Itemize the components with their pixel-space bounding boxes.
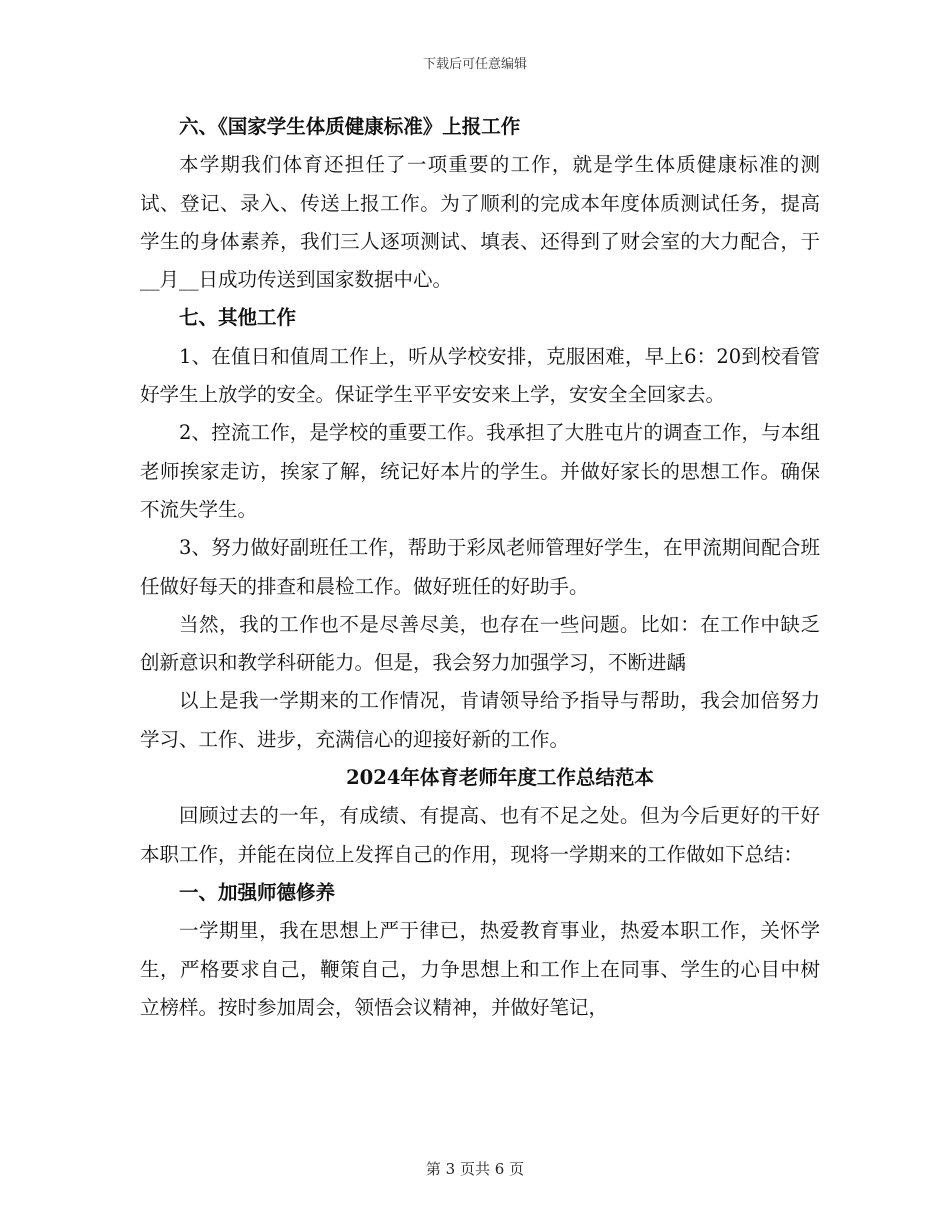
paragraph-review: 回顾过去的一年，有成绩、有提高、也有不足之处。但为今后更好的干好本职工作，并能在岗位上发挥自己的作用，现将一学期来的工作做如下总结： — [140, 804, 820, 866]
paragraph-dropout-control: 2、控流工作，是学校的重要工作。我承担了大胜屯片的调查工作，与本组老师挨家走访，挨家了解，统记好本片的学生。并做好家长的思想工作。确保不流失学生。 — [140, 421, 820, 521]
page-footer: 第 3 页共 6 页 — [425, 1160, 525, 1178]
paragraph-shortcomings: 当然，我的工作也不是尽善尽美，也存在一些问题。比如：在工作中缺乏创新意识和教学科研能力。但是，我会努力加强学习，不断进龋 — [140, 612, 820, 675]
section-heading-1: 一、加强师德修养 — [179, 880, 336, 904]
paragraph-closing: 以上是我一学期来的工作情况，肯请领导给予指导与帮助，我会加倍努力学习、工作、进步，充满信心的迎接好新的工作。 — [140, 689, 820, 751]
section-heading-7: 七、其他工作 — [179, 306, 297, 330]
document-title: 2024年体育老师年度工作总结范本 — [346, 766, 654, 790]
paragraph-fitness-standard: 本学期我们体育还担任了一项重要的工作，就是学生体质健康标准的测试、登记、录入、传送上报工作。为了顺利的完成本年度体质测试任务，提高学生的身体素养，我们三人逐项测试、填表、还得到了财会室的大力配合，于__月__日成功传送到国家数据中心。 — [140, 153, 820, 292]
section-heading-6: 六、《国家学生体质健康标准》上报工作 — [179, 115, 521, 138]
page-header: 下载后可任意编辑 — [422, 57, 527, 72]
document-body — [140, 108, 820, 1027]
paragraph-assistant-teacher: 3、努力做好副班任工作，帮助于彩凤老师管理好学生，在甲流期间配合班任做好每天的排查和晨检工作。做好班任的好助手。 — [140, 536, 820, 598]
paragraph-duty-work: 1、在值日和值周工作上，听从学校安排，克服困难，早上6：20到校看管好学生上放学的安全。保证学生平平安安来上学，安安全全回家去。 — [140, 344, 820, 407]
paragraph-ethics: 一学期里，我在思想上严于律已，热爱教育事业，热爱本职工作，关怀学生，严格要求自己，鞭策自己，力争思想上和工作上在同事、学生的心目中树立榜样。按时参加周会，领悟会议精神，并做好笔记， — [140, 919, 820, 1019]
